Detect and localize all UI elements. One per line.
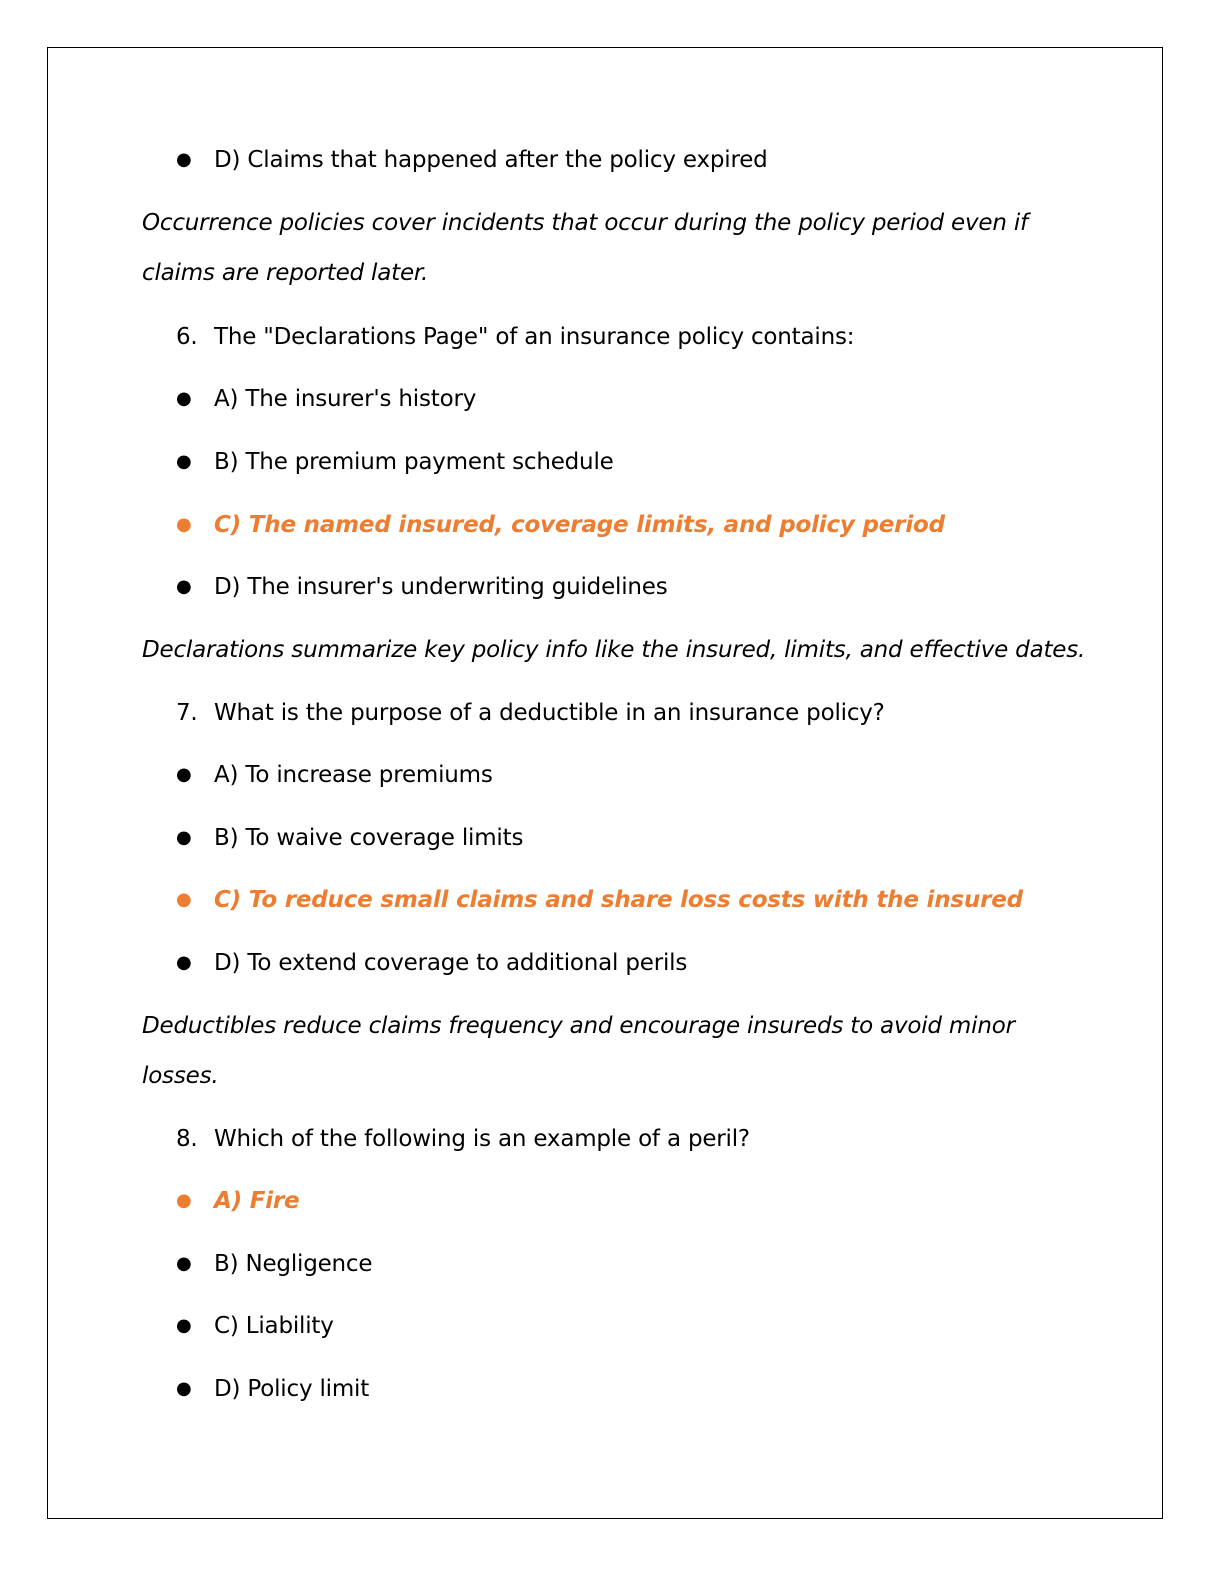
answer-option-text: D) The insurer's underwriting guidelines bbox=[214, 574, 668, 600]
question-number: 8. bbox=[176, 1126, 198, 1152]
correct-answer-text: A) Fire bbox=[214, 1188, 300, 1214]
bullet-icon: ● bbox=[176, 388, 192, 409]
explanation-text: Deductibles reduce claims frequency and encourage insureds to avoid minor bbox=[142, 1013, 1015, 1039]
answer-option-text: A) The insurer's history bbox=[214, 386, 477, 412]
answer-option-text: A) To increase premiums bbox=[214, 762, 493, 788]
bullet-icon: ● bbox=[176, 764, 192, 785]
answer-option-text: B) To waive coverage limits bbox=[214, 825, 524, 851]
bullet-icon: ● bbox=[176, 1315, 192, 1336]
question-text: Which of the following is an example of a peril? bbox=[214, 1126, 750, 1152]
bullet-icon: ● bbox=[176, 576, 192, 597]
explanation-text: claims are reported later. bbox=[142, 260, 429, 286]
bullet-icon: ● bbox=[176, 889, 192, 910]
bullet-icon: ● bbox=[176, 1190, 192, 1211]
correct-answer-text: C) The named insured, coverage limits, and policy period bbox=[214, 512, 945, 538]
answer-option-text: B) The premium payment schedule bbox=[214, 449, 614, 475]
answer-option-text: D) To extend coverage to additional perils bbox=[214, 950, 688, 976]
answer-option-text: D) Policy limit bbox=[214, 1376, 370, 1402]
explanation-text: Occurrence policies cover incidents that occur during the policy period even if bbox=[142, 210, 1028, 236]
answer-option-text: D) Claims that happened after the policy expired bbox=[214, 147, 768, 173]
bullet-icon: ● bbox=[176, 1253, 192, 1274]
question-number: 7. bbox=[176, 700, 198, 726]
bullet-icon: ● bbox=[176, 149, 192, 170]
bullet-icon: ● bbox=[176, 451, 192, 472]
bullet-icon: ● bbox=[176, 1378, 192, 1399]
bullet-icon: ● bbox=[176, 952, 192, 973]
explanation-text: Declarations summarize key policy info like the insured, limits, and effective dates. bbox=[142, 637, 1086, 663]
answer-option-text: B) Negligence bbox=[214, 1251, 373, 1277]
correct-answer-text: C) To reduce small claims and share loss costs with the insured bbox=[214, 887, 1023, 913]
answer-option-text: C) Liability bbox=[214, 1313, 334, 1339]
bullet-icon: ● bbox=[176, 827, 192, 848]
question-text: The "Declarations Page" of an insurance policy contains: bbox=[214, 324, 855, 350]
question-text: What is the purpose of a deductible in an insurance policy? bbox=[214, 700, 885, 726]
question-number: 6. bbox=[176, 324, 198, 350]
bullet-icon: ● bbox=[176, 514, 192, 535]
explanation-text: losses. bbox=[142, 1063, 219, 1089]
